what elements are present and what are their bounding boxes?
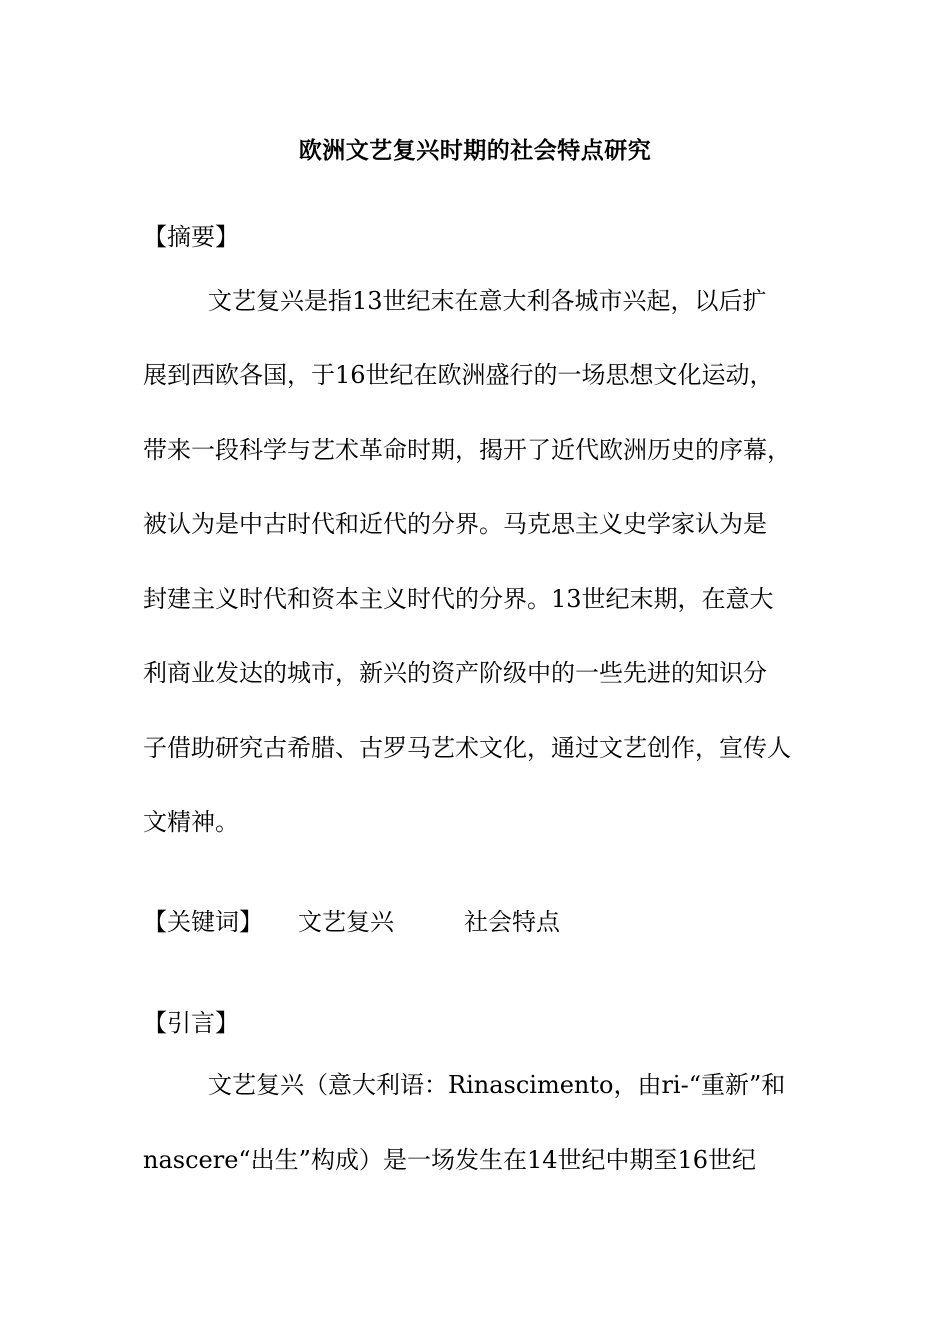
abstract-line: 文精神。 [143, 808, 239, 836]
abstract-line: 被认为是中古时代和近代的分界。马克思主义史学家认为是 [143, 510, 767, 538]
abstract-line: 文艺复兴是指13世纪末在意大利各城市兴起，以后扩 [208, 287, 767, 315]
introduction-line: nascere“出生”构成）是一场发生在14世纪中期至16世纪 [143, 1146, 757, 1174]
keywords-label: 【关键词】 [143, 908, 263, 936]
abstract-line: 展到西欧各国，于16世纪在欧洲盛行的一场思想文化运动， [143, 361, 774, 389]
keyword-item: 文艺复兴 [298, 908, 394, 936]
document-title: 欧洲文艺复兴时期的社会特点研究 [298, 137, 652, 164]
introduction-heading: 【引言】 [143, 1009, 239, 1037]
abstract-line: 带来一段科学与艺术革命时期，揭开了近代欧洲历史的序幕， [143, 436, 791, 464]
keyword-item: 社会特点 [464, 908, 560, 936]
abstract-heading: 【摘要】 [143, 223, 239, 251]
abstract-line: 封建主义时代和资本主义时代的分界。13世纪末期，在意大 [143, 585, 774, 613]
introduction-line: 文艺复兴（意大利语：Rinascimento，由ri-“重新”和 [208, 1071, 786, 1099]
abstract-line: 利商业发达的城市，新兴的资产阶级中的一些先进的知识分 [143, 659, 767, 687]
abstract-line: 子借助研究古希腊、古罗马艺术文化，通过文艺创作，宣传人 [143, 734, 791, 762]
